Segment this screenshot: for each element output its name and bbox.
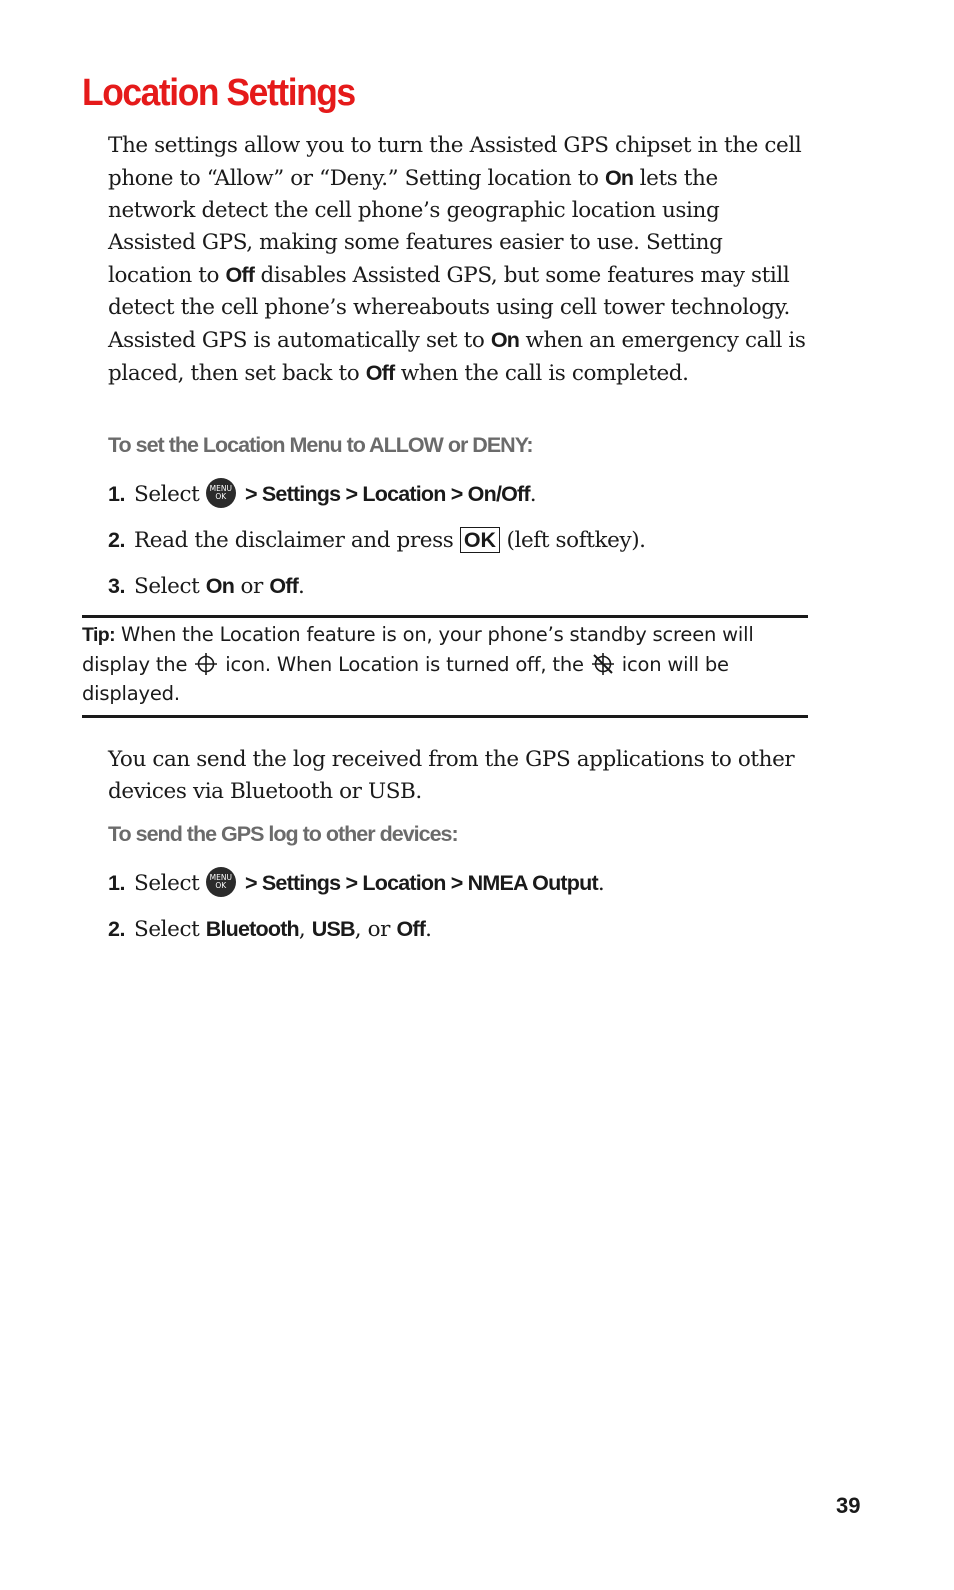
step-text-mid: or (234, 574, 270, 599)
section1-step-1 (108, 478, 536, 510)
step-text-end: . (425, 917, 432, 942)
intro-on-1: On (604, 166, 634, 190)
menu-path: > Settings > Location > NMEA Output (239, 871, 598, 895)
step-text: Read the disclaimer and press (134, 528, 460, 553)
step-text: Select (134, 871, 206, 896)
section1-step-3 (108, 570, 304, 602)
tip-text-2: icon. When Location is turned off, the (219, 653, 590, 676)
option-bluetooth: Bluetooth (205, 917, 299, 941)
intro-text-2: lets the network detect the cell phone’s geographic location using Assisted GPS, making some features easier to use. Setting location to (108, 166, 723, 288)
option-on: On (205, 574, 235, 598)
step-number: 2. (108, 528, 125, 552)
step-number: 1. (108, 482, 125, 506)
section2-step-1 (108, 867, 604, 899)
menu-path: > Settings > Location > On/Off (239, 482, 530, 506)
ok-softkey: OK (460, 527, 500, 553)
page-title: Location Settings (82, 72, 355, 114)
tip-text-3: icon will be displayed. (82, 653, 729, 705)
intro-off-1: Off (225, 263, 255, 287)
ok-key-label: OK (215, 492, 227, 501)
step-number: 1. (108, 871, 125, 895)
option-usb: USB (311, 917, 355, 941)
menu-key-label: MENU (209, 873, 232, 882)
separator: , or (354, 917, 397, 942)
crosshair-location-off-icon (590, 651, 616, 677)
ok-key-label: OK (215, 881, 227, 890)
intro-text-4: when an emergency call is placed, then set back to (108, 328, 806, 386)
tip-top-divider (82, 615, 808, 618)
crosshair-location-icon (193, 651, 219, 677)
step-text-end: . (597, 871, 605, 896)
tip-label: Tip: (82, 624, 115, 646)
intro-off-2: Off (365, 361, 395, 385)
tip-box (82, 620, 798, 708)
intro-on-2: On (490, 328, 520, 352)
section2-heading: To send the GPS log to other devices: (108, 822, 458, 846)
intro-text-5: when the call is completed. (394, 361, 689, 386)
section1-heading: To set the Location Menu to ALLOW or DENY: (108, 433, 533, 457)
step-text-end: . (529, 482, 537, 507)
page-number: 39 (836, 1493, 861, 1518)
separator: , (298, 917, 312, 942)
intro-text-3: disables Assisted GPS, but some features may still detect the cell phone’s whereabouts using cell tower technology. Assisted GPS is automatically set to (108, 263, 790, 353)
option-off: Off (269, 574, 298, 598)
step-text: Select (134, 574, 206, 599)
step-text-end: . (298, 574, 305, 599)
section2-step-2 (108, 913, 432, 945)
intro-text-1: The settings allow you to turn the Assisted GPS chipset in the cell phone to “Allow” or “Deny.” Setting location to (108, 133, 802, 191)
step-number: 2. (108, 917, 125, 941)
tip-bottom-divider (82, 715, 808, 718)
option-off: Off (396, 917, 426, 941)
step-text-end: (left softkey). (500, 528, 646, 553)
tip-text-1: When the Location feature is on, your phone’s standby screen will display the (82, 623, 754, 676)
menu-key-label: MENU (209, 484, 232, 493)
menu-ok-key-icon (206, 478, 236, 508)
step-text: Select (134, 917, 206, 942)
menu-ok-key-icon (206, 867, 236, 897)
section1-step-2 (108, 524, 646, 556)
step-text: Select (134, 482, 206, 507)
gps-log-paragraph: You can send the log received from the GPS applications to other devices via Bluetooth or USB. (108, 747, 795, 804)
step-number: 3. (108, 574, 125, 598)
intro-paragraph (108, 130, 808, 390)
